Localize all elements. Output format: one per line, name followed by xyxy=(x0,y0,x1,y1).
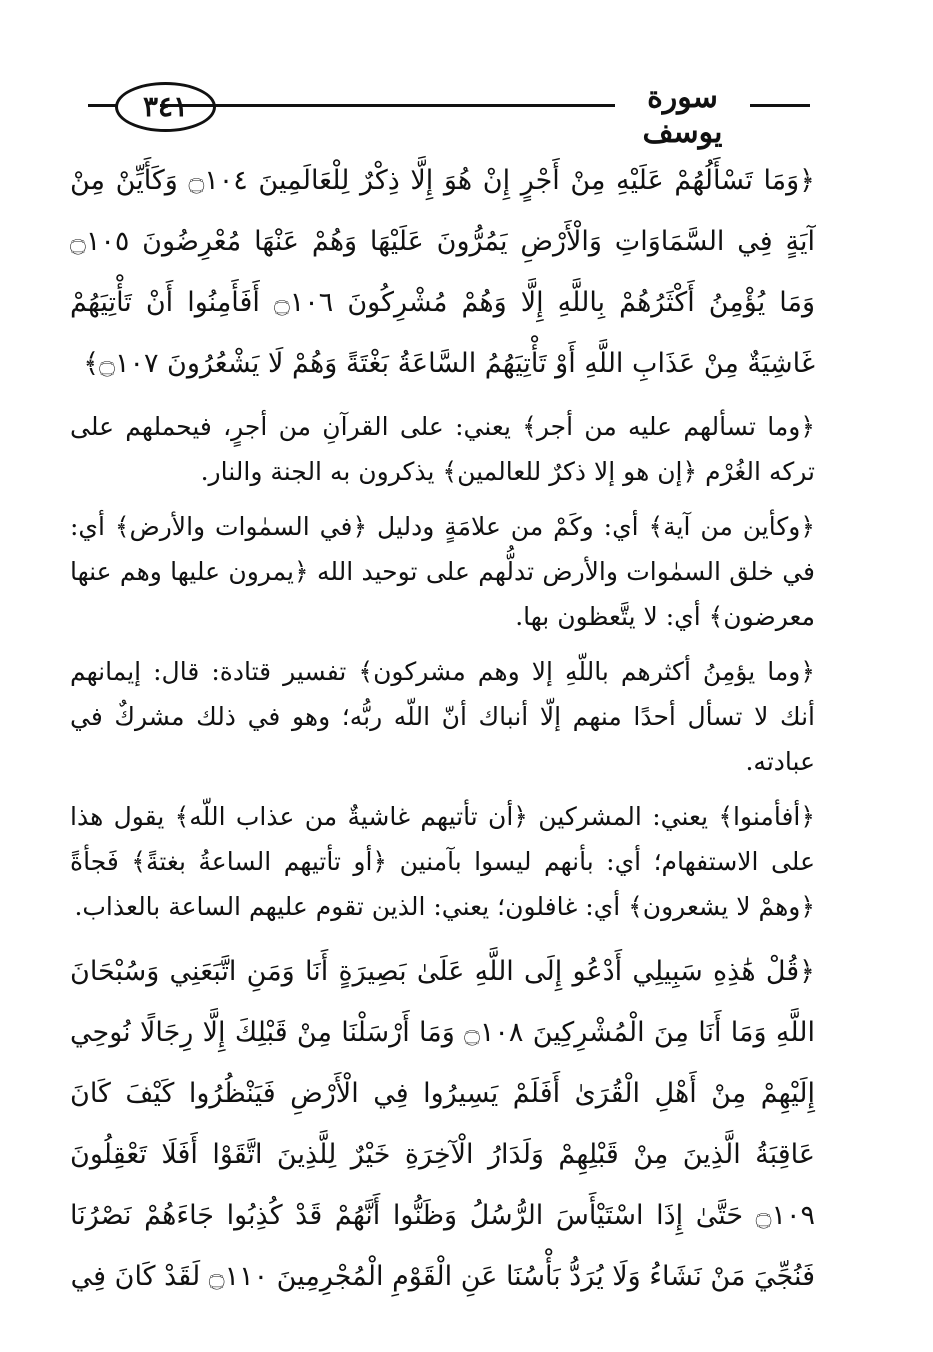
commentary-paragraph-3: ﴿وما يؤمِنُ أكثرهم باللّهِ إلا وهم مشركون﴾ تفسير قتادة: قال: إيمانهم أنك لا تسأل أحدًا منهم إلّا أنباك أنّ اللّه ربُّه؛ وهو في ذلك مشركٌ في عبادته. xyxy=(70,657,815,776)
header-rule-middle xyxy=(160,104,615,107)
quran-verses-bottom: ﴿قُلْ هَٰذِهِ سَبِيلِي أَدْعُو إِلَى اللَّهِ عَلَىٰ بَصِيرَةٍ أَنَا وَمَنِ اتَّبَعَنِي وَسُبْحَانَ اللَّهِ وَمَا أَنَا مِنَ الْمُشْرِكِينَ ۝١٠٨ وَمَا أَرْسَلْنَا مِنْ قَبْلِكَ إِلَّا رِجَالًا نُوحِي إِلَيْهِمْ مِنْ أَهْلِ الْقُرَىٰ أَفَلَمْ يَسِيرُوا فِي الْأَرْضِ فَيَنْظُرُوا كَيْفَ كَانَ عَاقِبَةُ الَّذِينَ مِنْ قَبْلِهِمْ وَلَدَارُ الْآخِرَةِ خَيْرٌ لِلَّذِينَ اتَّقَوْا أَفَلَا تَعْقِلُونَ ۝١٠٩ حَتَّىٰ إِذَا اسْتَيْأَسَ الرُّسُلُ وَظَنُّوا أَنَّهُمْ قَدْ كُذِبُوا جَاءَهُمْ نَصْرُنَا فَنُجِّيَ مَنْ نَشَاءُ وَلَا يُرَدُّ بَأْسُنَا عَنِ الْقَوْمِ الْمُجْرِمِينَ ۝١١٠ لَقَدْ كَانَ فِي xyxy=(70,956,815,1292)
book-page xyxy=(70,70,815,1307)
page-number: ٣٤١ xyxy=(115,82,216,132)
commentary-paragraph-4: ﴿أفأمنوا﴾ يعني: المشركين ﴿أن تأتيهم غاشيةٌ من عذاب اللّه﴾ يقول هذا على الاستفهام؛ أي: بأنهم ليسوا بآمنين ﴿أو تأتيهم الساعةُ بغتةً﴾ فَجأةً ﴿وهمْ لا يشعرون﴾ أي: غافلون؛ يعني: الذين تقوم عليهم الساعة بالعذاب. xyxy=(70,802,815,921)
commentary-paragraph-2: ﴿وكأين من آية﴾ أي: وكَمْ من علامَةٍ ودليل ﴿في السمٰوات والأرض﴾ أي: في خلق السمٰوات والأرض تدلُّهم على توحيد الله ﴿يمرون عليها وهم عنها معرضون﴾ أي: لا يتَّعظون بها. xyxy=(70,512,815,631)
page-header xyxy=(70,70,815,150)
quran-verses-top: ﴿وَمَا تَسْأَلُهُمْ عَلَيْهِ مِنْ أَجْرٍ إِنْ هُوَ إِلَّا ذِكْرٌ لِلْعَالَمِينَ ۝١٠٤ وَكَأَيِّنْ مِنْ آيَةٍ فِي السَّمَاوَاتِ وَالْأَرْضِ يَمُرُّونَ عَلَيْهَا وَهُمْ عَنْهَا مُعْرِضُونَ ۝١٠٥ وَمَا يُؤْمِنُ أَكْثَرُهُمْ بِاللَّهِ إِلَّا وَهُمْ مُشْرِكُونَ ۝١٠٦ أَفَأَمِنُوا أَنْ تَأْتِيَهُمْ غَاشِيَةٌ مِنْ عَذَابِ اللَّهِ أَوْ تَأْتِيَهُمُ السَّاعَةُ بَغْتَةً وَهُمْ لَا يَشْعُرُونَ ۝١٠٧﴾ xyxy=(70,165,816,379)
header-rule-right xyxy=(750,104,810,107)
commentary-paragraph-1: ﴿وما تسألهم عليه من أجر﴾ يعني: على القرآنِ من أجرٍ، فيحملهم على تركه الغُرْم ﴿إن هو إلا ذكرٌ للعالمين﴾ يذكرون به الجنة والنار. xyxy=(70,412,815,486)
surah-title: سورة يوسف xyxy=(642,80,723,150)
